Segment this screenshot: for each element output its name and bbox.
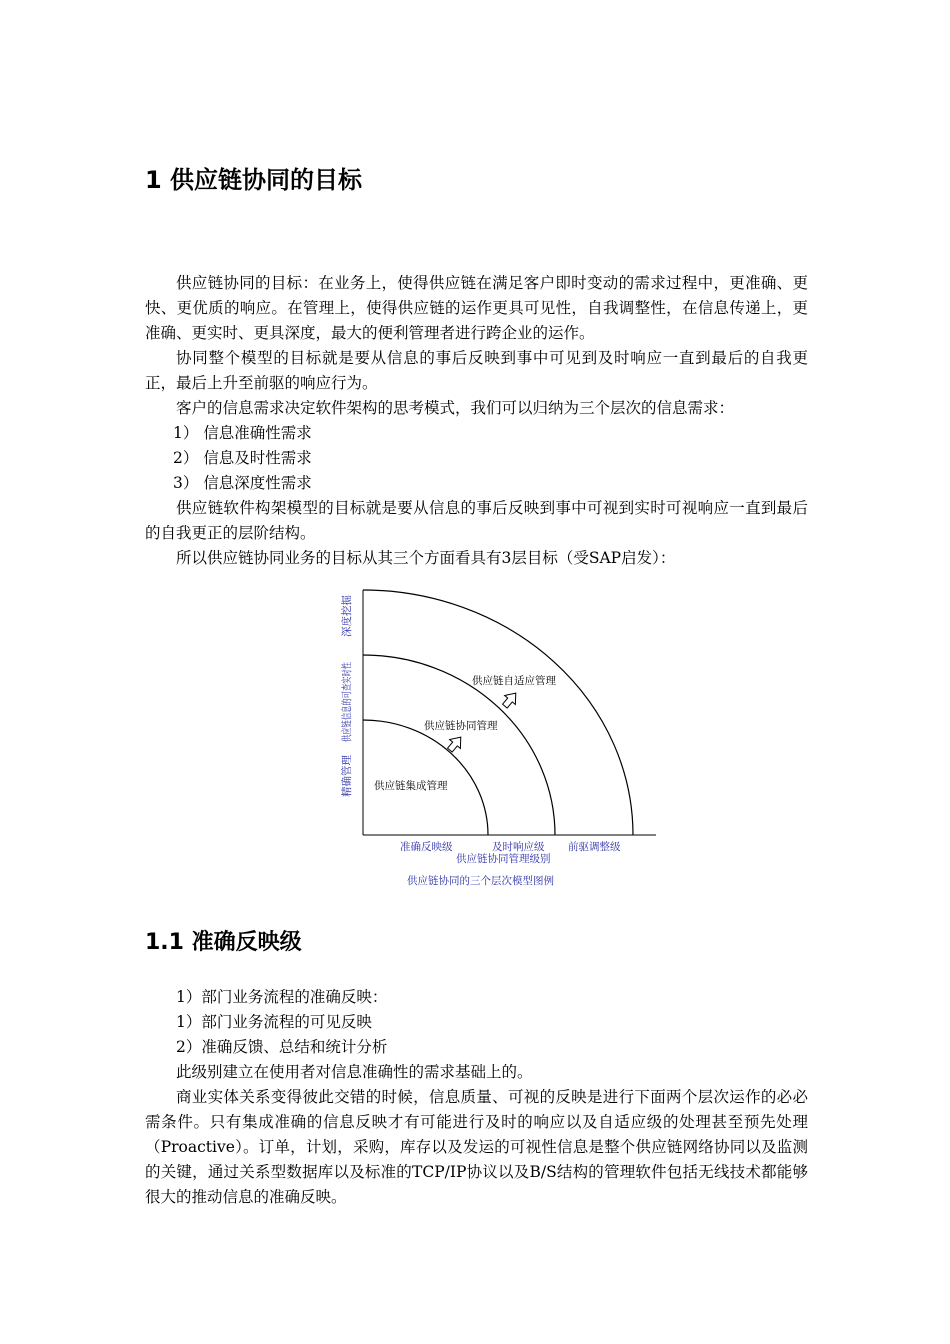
paragraph: 协同整个模型的目标就是要从信息的事后反映到事中可见到及时响应一直到最后的自我更正，最后上升至前驱的响应行为。 <box>145 349 808 392</box>
paragraph: 供应链协同的目标：在业务上，使得供应链在满足客户即时变动的需求过程中，更准确、更快、更优质的响应。在管理上，使得供应链的运作更具可见性，自我调整性，在信息传递上，更准确、更实时、更具深度，最大的便利管理者进行跨企业的运作。 <box>145 274 808 342</box>
x-label-timely: 及时响应级 <box>492 841 545 853</box>
y-label-precise: 精确管理 <box>341 755 353 797</box>
arc-label-integration: 供应链集成管理 <box>374 780 448 792</box>
section1-body <box>145 271 808 571</box>
x-label-accurate: 准确反映级 <box>400 841 453 853</box>
arc-label-collaboration: 供应链协同管理 <box>424 720 498 732</box>
up-arrow-icon <box>499 689 521 711</box>
list-item: 1）部门业务流程的准确反映： <box>176 988 388 1006</box>
list-item: 1） 信息准确性需求 <box>173 424 312 442</box>
arc-label-adaptive: 供应链自适应管理 <box>472 675 556 687</box>
section-heading: 1 供应链协同的目标 <box>145 166 363 194</box>
paragraph: 客户的信息需求决定软件架构的思考模式，我们可以归纳为三个层次的信息需求： <box>176 399 735 417</box>
x-label-proactive: 前驱调整级 <box>568 841 621 853</box>
subsection-heading: 1.1 准确反映级 <box>145 930 302 955</box>
paragraph: 此级别建立在使用者对信息准确性的需求基础上的。 <box>176 1063 533 1081</box>
paragraph: 商业实体关系变得彼此交错的时候，信息质量、可视的反映是进行下面两个层次运作的必必需条件。只有集成准确的信息反映才有可能进行及时的响应以及自适应级的处理甚至预先处理（Proactive）。订单，计划，采购，库存以及发运的可视性信息是整个供应链网络协同以及监测的关键，通过关系型数据库以及标准的TCP/IP协议以及B/S结构的管理软件包括无线技术都能够很大的推动信息的准确反映。 <box>145 1088 808 1206</box>
three-level-model-figure <box>320 582 660 892</box>
list-item: 1）部门业务流程的可见反映 <box>176 1013 372 1031</box>
outer-arc <box>363 590 633 835</box>
y-label-realtime: 供应链信息的可查实时性 <box>341 626 353 742</box>
paragraph: 所以供应链协同业务的目标从其三个方面看具有3层目标（受SAP启发）： <box>176 549 676 567</box>
up-arrow-icon <box>444 733 466 755</box>
list-item: 3） 信息深度性需求 <box>173 474 312 492</box>
paragraph: 供应链软件构架模型的目标就是要从信息的事后反映到事中可视到实时可视响应一直到最后的自我更正的层阶结构。 <box>145 499 808 542</box>
section2-body <box>145 985 808 1210</box>
inner-arc <box>363 720 488 835</box>
list-item: 2）准确反馈、总结和统计分析 <box>176 1038 388 1056</box>
x-axis-title: 供应链协同管理级别 <box>456 853 551 865</box>
list-item: 2） 信息及时性需求 <box>173 449 312 467</box>
figure-caption: 供应链协同的三个层次模型图例 <box>407 875 554 887</box>
y-label-depth: 深度挖掘 <box>341 595 353 637</box>
